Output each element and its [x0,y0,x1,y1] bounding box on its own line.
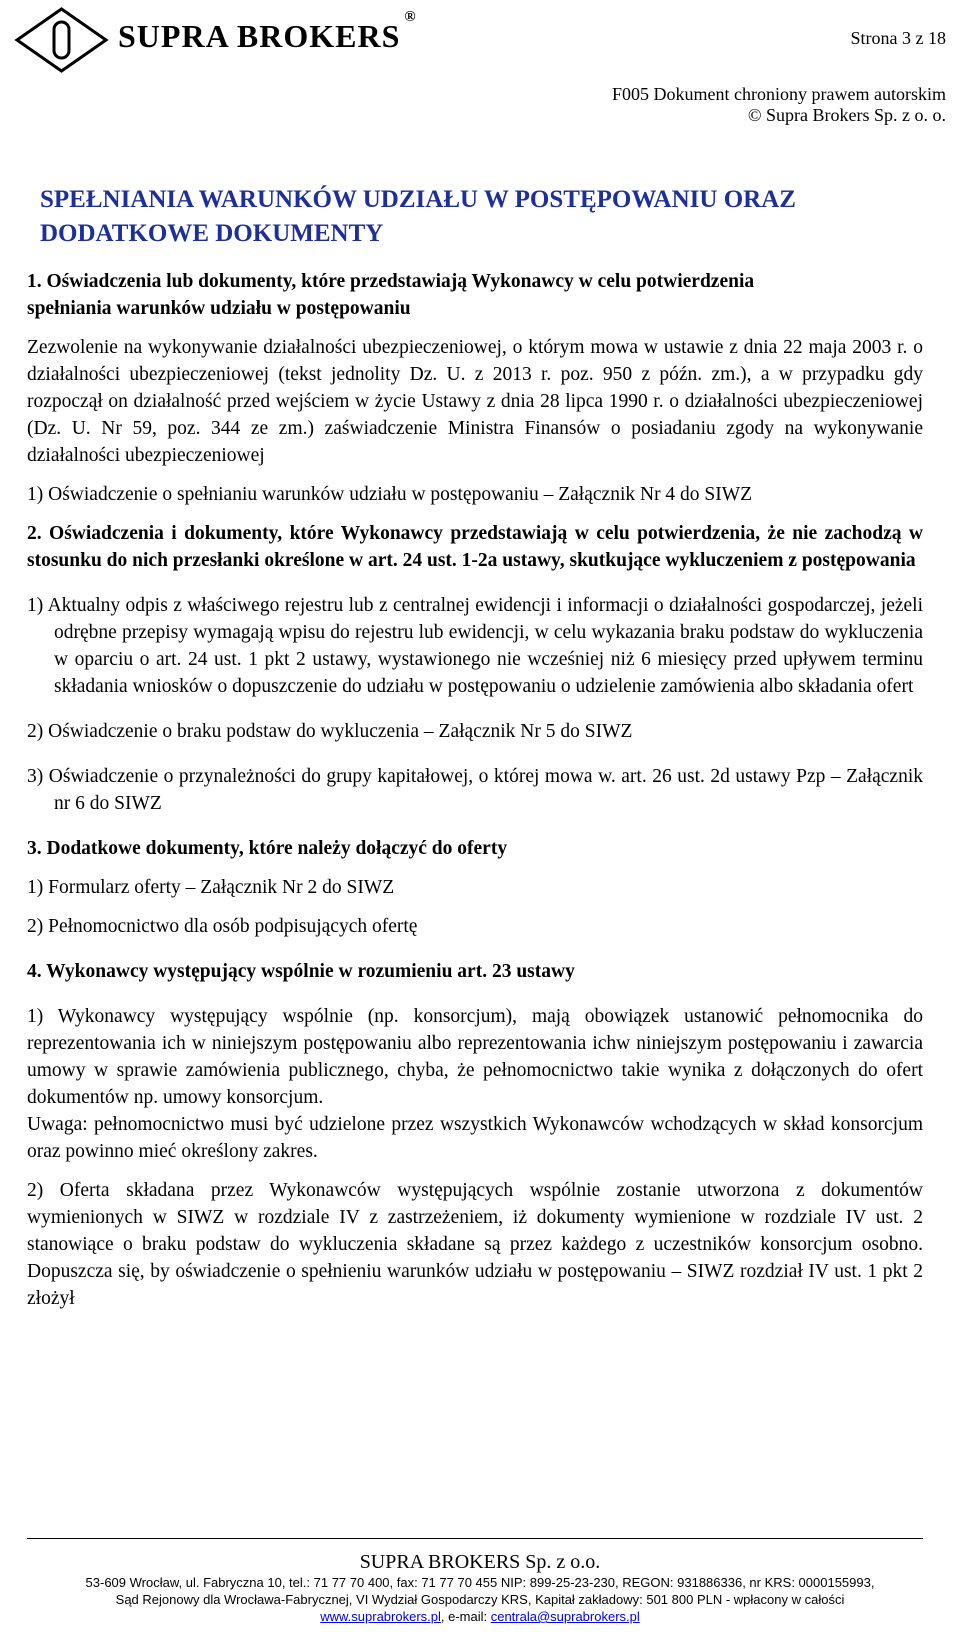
document-body [27,268,923,1312]
copyright-notice [612,84,946,126]
page-footer [0,1550,960,1625]
section-3-heading: 3. Dodatkowe dokumenty, które należy dołączyć do oferty [27,838,508,859]
page-title [40,183,940,251]
page-title-line-2: DODATKOWE DOKUMENTY [40,220,384,247]
footer-email-label: , e-mail: [440,1609,491,1624]
section-1-heading: 1. Oświadczenia lub dokumenty, które przedstawiają Wykonawcy w celu potwierdzenia spełniania warunków udziału w postępowaniu [27,271,755,319]
footer-company: SUPRA BROKERS Sp. z o.o. [359,1551,601,1573]
footer-court: Sąd Rejonowy dla Wrocława-Fabrycznej, VI Wydział Gospodarczy KRS, Kapitał zakładowy: 501 800 PLN - wpłacony w całości [115,1592,845,1607]
section-1-item-1: 1) Oświadczenie o spełnianiu warunków udziału w postępowaniu – Załącznik Nr 4 do SIWZ [27,484,753,505]
registered-mark: ® [404,9,417,26]
section-4-heading: 4. Wykonawcy występujący wspólnie w rozumieniu art. 23 ustawy [27,961,575,982]
footer-divider [27,1538,923,1539]
section-2-heading: 2. Oświadczenia i dokumenty, które Wykonawcy przedstawiają w celu potwierdzenia, że nie zachodzą w stosunku do nich przesłanki określone w art. 24 ust. 1-2a ustawy, skutkujące wykluczeniem z postępowania [27,523,923,571]
footer-contact [0,1608,960,1625]
section-4-item-2: 2) Oferta składana przez Wykonawców występujących wspólnie zostanie utworzona z dokumentów wymienionych w SIWZ w rozdziale IV z zastrzeżeniem, iż dokumenty wymienione w rozdziale IV ust. 2 stanowiące o braku podstaw do wykluczenia składane są przez każdego z uczestników konsorcjum osobno. Dopuszcza się, by oświadczenie o spełnieniu warunków udziału w postępowaniu – SIWZ rozdział IV ust. 1 pkt 2 złożył [27,1180,923,1309]
section-4-item-1: 1) Wykonawcy występujący wspólnie (np. konsorcjum), mają obowiązek ustanowić pełnomocnika do reprezentowania ich w niniejszym postępowaniu albo reprezentowania ichw niniejszym postępowaniu i zawarcia umowy w sprawie zamówienia publicznego, chyba, że pełnomocnictwo takie wynika z dołączonych do ofert dokumentów np. umowy konsorcjum. [27,1006,923,1108]
page-header [0,0,960,130]
page-number: Strona 3 z 18 [850,28,946,48]
footer-website-link[interactable]: www.suprabrokers.pl [320,1609,441,1624]
copyright-line-2: © Supra Brokers Sp. z o. o. [747,105,946,125]
supra-brokers-logo [14,6,109,74]
copyright-line-1: F005 Dokument chroniony prawem autorskim [612,84,946,104]
section-2-item-3: 3) Oświadczenie o przynależności do grupy kapitałowej, o której mowa w. art. 26 ust. 2d ustawy Pzp – Załącznik nr 6 do SIWZ [27,766,923,814]
section-2-item-1: 1) Aktualny odpis z właściwego rejestru lub z centralnej ewidencji i informacji o działalności gospodarczej, jeżeli odrębne przepisy wymagają wpisu do rejestru lub ewidencji, w celu wykazania braku podstaw do wykluczenia w oparciu o art. 24 ust. 1 pkt 2 ustawy, wystawionego nie wcześniej niż 6 miesięcy przed upływem terminu składania wniosków o dopuszczenie do udziału w postępowaniu o udzielenie zamówienia albo składania ofert [27,595,923,697]
footer-email-link[interactable]: centrala@suprabrokers.pl [490,1609,640,1624]
section-3-item-1: 1) Formularz oferty – Załącznik Nr 2 do SIWZ [27,877,395,898]
footer-address: 53-609 Wrocław, ul. Fabryczna 10, tel.: 71 77 70 400, fax: 71 77 70 455 NIP: 899-25-23-230, REGON: 931886336, nr KRS: 0000155993, [85,1575,875,1590]
section-1-paragraph: Zezwolenie na wykonywanie działalności ubezpieczeniowej, o którym mowa w ustawie z dnia 22 maja 2003 r. o działalności ubezpieczeniowej (tekst jednolity Dz. U. z 2013 r. poz. 950 z późn. zm.), a w przypadku gdy rozpoczął on działalność przed wejściem w życie Ustawy z dnia 28 lipca 1990 r. o działalności ubezpieczeniowej (Dz. U. Nr 59, poz. 344 ze zm.) zaświadczenie Ministra Finansów o posiadaniu zgody na wykonywanie działalności ubezpieczeniowej [27,337,923,466]
section-4-note: Uwaga: pełnomocnictwo musi być udzielone przez wszystkich Wykonawców wchodzących w skład konsorcjum oraz powinno mieć określony zakres. [27,1114,923,1162]
page-title-line-1: SPEŁNIANIA WARUNKÓW UDZIAŁU W POSTĘPOWANIU ORAZ [40,186,796,213]
brand-name: SUPRA BROKERS® [118,9,417,54]
section-2-item-2: 2) Oświadczenie o braku podstaw do wykluczenia – Załącznik Nr 5 do SIWZ [27,721,633,742]
section-3-item-2: 2) Pełnomocnictwo dla osób podpisujących ofertę [27,916,418,937]
